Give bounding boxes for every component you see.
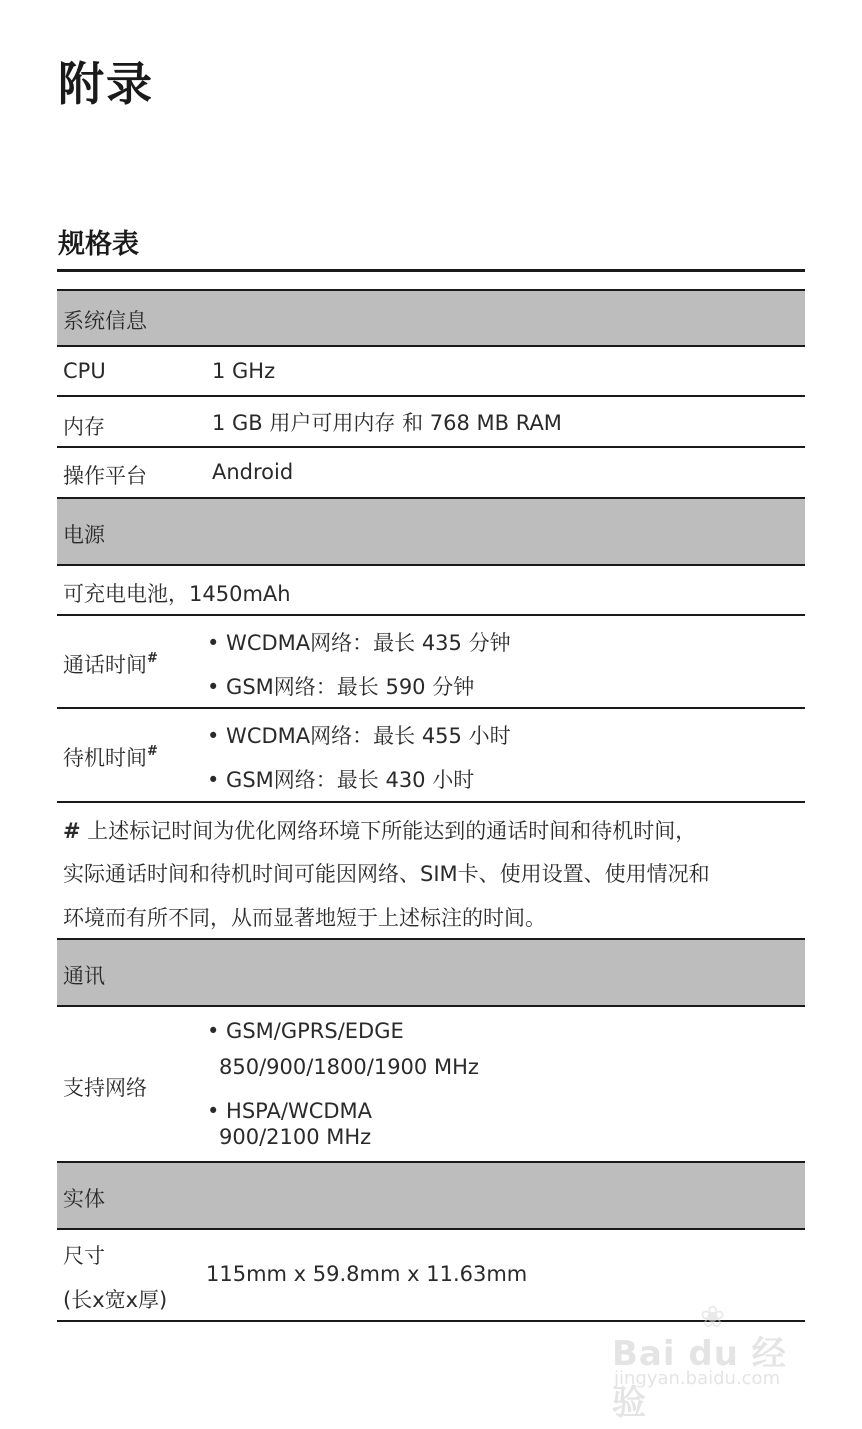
list-item: • WCDMA网络：最长 435 分钟: [207, 631, 511, 655]
spec-value: 1 GB 用户可用内存 和 768 MB RAM: [212, 411, 562, 435]
category-label: 通讯: [63, 964, 105, 988]
category-system: [57, 291, 805, 347]
list-item-detail: 900/2100 MHz: [219, 1125, 372, 1149]
spec-row-platform: [57, 448, 805, 499]
footnote-mark: #: [63, 819, 81, 843]
spec-row-battery: [57, 566, 805, 616]
spec-row-memory: [57, 397, 805, 448]
footnote-text: 环境而有所不同，从而显著地短于上述标注的时间。: [63, 906, 546, 930]
title-divider: [57, 269, 805, 272]
spec-table: [57, 289, 805, 1322]
list-item: • GSM网络：最长 590 分钟: [207, 675, 475, 699]
list-item: • GSM/GPRS/EDGE: [207, 1019, 404, 1043]
category-label: 系统信息: [63, 309, 147, 333]
footnote-text: # 上述标记时间为优化网络环境下所能达到的通话时间和待机时间，: [63, 819, 697, 843]
spec-label: CPU: [63, 359, 106, 383]
paw-icon: ❀: [700, 1300, 726, 1335]
footnote-block: [57, 803, 805, 940]
watermark-logo: Bai du 经验: [612, 1334, 787, 1423]
spec-value: 115mm x 59.8mm x 11.63mm: [206, 1262, 528, 1286]
category-power: [57, 499, 805, 566]
footnote-text: 实际通话时间和待机时间可能因网络、SIM卡、使用设置、使用情况和: [63, 862, 710, 886]
spec-label: 支持网络: [63, 1076, 147, 1100]
section-title: 规格表: [58, 229, 139, 260]
spec-label-detail: (长x宽x厚): [63, 1288, 168, 1312]
list-item: • HSPA/WCDMA: [207, 1099, 373, 1123]
spec-row-talk-time: [57, 616, 805, 709]
baidu-watermark: [612, 1300, 812, 1423]
spec-row-network: [57, 1007, 805, 1163]
page-title: 附录: [58, 57, 154, 111]
spec-value: Android: [212, 460, 294, 484]
spec-row-cpu: [57, 347, 805, 397]
category-label: 实体: [63, 1187, 105, 1211]
spec-value: 可充电电池，1450mAh: [63, 582, 291, 606]
list-item: • GSM网络：最长 430 小时: [207, 768, 475, 792]
list-item: • WCDMA网络：最长 455 小时: [207, 724, 511, 748]
spec-row-standby-time: [57, 709, 805, 803]
category-comm: [57, 940, 805, 1007]
spec-label: 操作平台: [63, 464, 147, 488]
list-item-detail: 850/900/1800/1900 MHz: [219, 1055, 479, 1079]
footnote-mark: #: [147, 651, 158, 666]
footnote-mark: #: [147, 744, 158, 759]
spec-label: 待机时间#: [63, 744, 158, 770]
spec-label: 通话时间#: [63, 651, 158, 677]
spec-label: 尺寸: [63, 1244, 105, 1268]
category-label: 电源: [63, 523, 105, 547]
spec-value: 1 GHz: [212, 359, 276, 383]
watermark-url: jingyan.baidu.com: [614, 1368, 781, 1389]
category-physical: [57, 1163, 805, 1230]
spec-label: 内存: [63, 415, 105, 439]
